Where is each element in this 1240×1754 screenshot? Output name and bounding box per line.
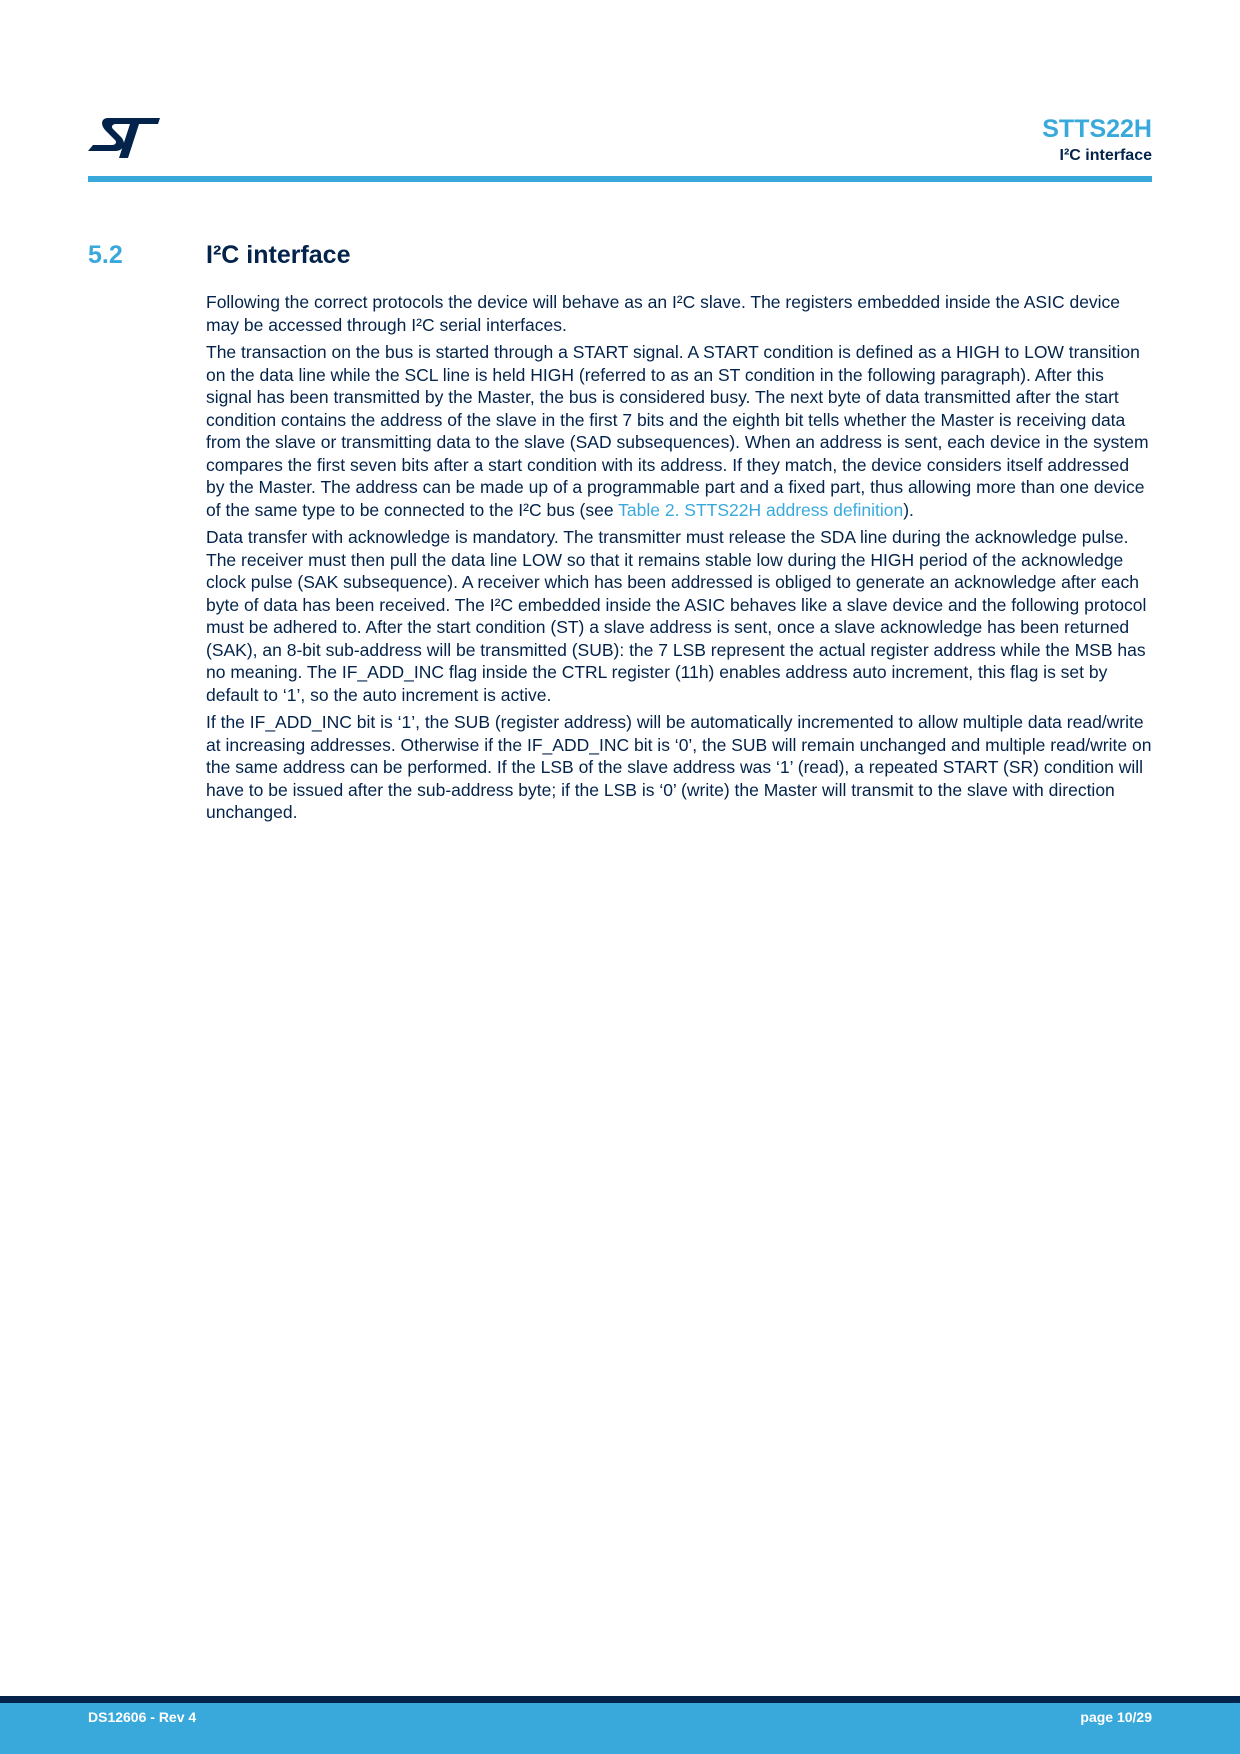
section-body xyxy=(206,291,1152,829)
page-number: page 10/29 xyxy=(1080,1709,1152,1725)
paragraph-i2c-protocol: Following the correct protocols the device will behave as an I²C slave. The registers embedded inside the ASIC device may be accessed through I²C serial interfaces. xyxy=(206,292,1121,335)
table-2-reference-link[interactable]: Table 2. STTS22H address definition xyxy=(618,499,904,520)
paragraph-auto-increment: If the IF_ADD_INC bit is ‘1’, the SUB (register address) will be automatically incremented to allow multiple data read/write at increasing addresses. Otherwise if the IF_ADD_INC bit is ‘0’, the SUB will remain unchanged and multiple read/write on the same address can be performed. If the LSB of the slave address was ‘1’ (read), a repeated START (SR) condition will have to be issued after the sub-address byte; if the LSB is ‘0’ (write) the Master will transmit to the slave with direction unchanged. xyxy=(206,712,1152,822)
document-id: DS12606 - Rev 4 xyxy=(88,1709,197,1725)
paragraph-start-condition xyxy=(206,341,1152,521)
document-product-title: STTS22H xyxy=(1042,115,1152,143)
section-heading: I²C interface xyxy=(206,241,351,269)
paragraph-acknowledge: Data transfer with acknowledge is mandatory. The transmitter must release the SDA line during the acknowledge pulse. The receiver must then pull the data line LOW so that it remains stable low during the HIGH period of the acknowledge clock pulse (SAK subsequence). A receiver which has been addressed is obliged to generate an acknowledge after each byte of data has been received. The I²C embedded inside the ASIC behaves like a slave device and the following protocol must be adhered to. After the start condition (ST) a slave address is sent, once a slave acknowledge has been returned (SAK), an 8-bit sub-address will be transmitted (SUB): the 7 LSB represent the actual register address while the MSB has no meaning. The IF_ADD_INC flag inside the CTRL register (11h) enables address auto increment, this flag is set by default to ‘1’, so the auto increment is active. xyxy=(206,527,1147,705)
document-section-subtitle: I²C interface xyxy=(1059,147,1152,164)
st-logo-icon xyxy=(88,118,160,158)
paragraph-text: The transaction on the bus is started through a START signal. A START condition is defined as a HIGH to LOW transition on the data line while the SCL line is held HIGH (referred to as an ST condition in the following paragraph). After this signal has been transmitted by the Master, the bus is considered busy. The next byte of data transmitted after the start condition contains the address of the slave in the first 7 bits and the eighth bit tells whether the Master is receiving data from the slave or transmitting data to the slave (SAD subsequences). When an address is sent, each device in the system compares the first seven bits after a start condition with its address. If they match, the device considers itself addressed by the Master. The address can be made up of a programmable part and a fixed part, thus allowing more than one device of the same type to be connected to the I²C bus (see xyxy=(206,342,1149,520)
section-number: 5.2 xyxy=(88,241,123,269)
footer-divider xyxy=(0,1696,1240,1703)
header-divider xyxy=(88,176,1152,182)
paragraph-text: ). xyxy=(903,499,914,520)
